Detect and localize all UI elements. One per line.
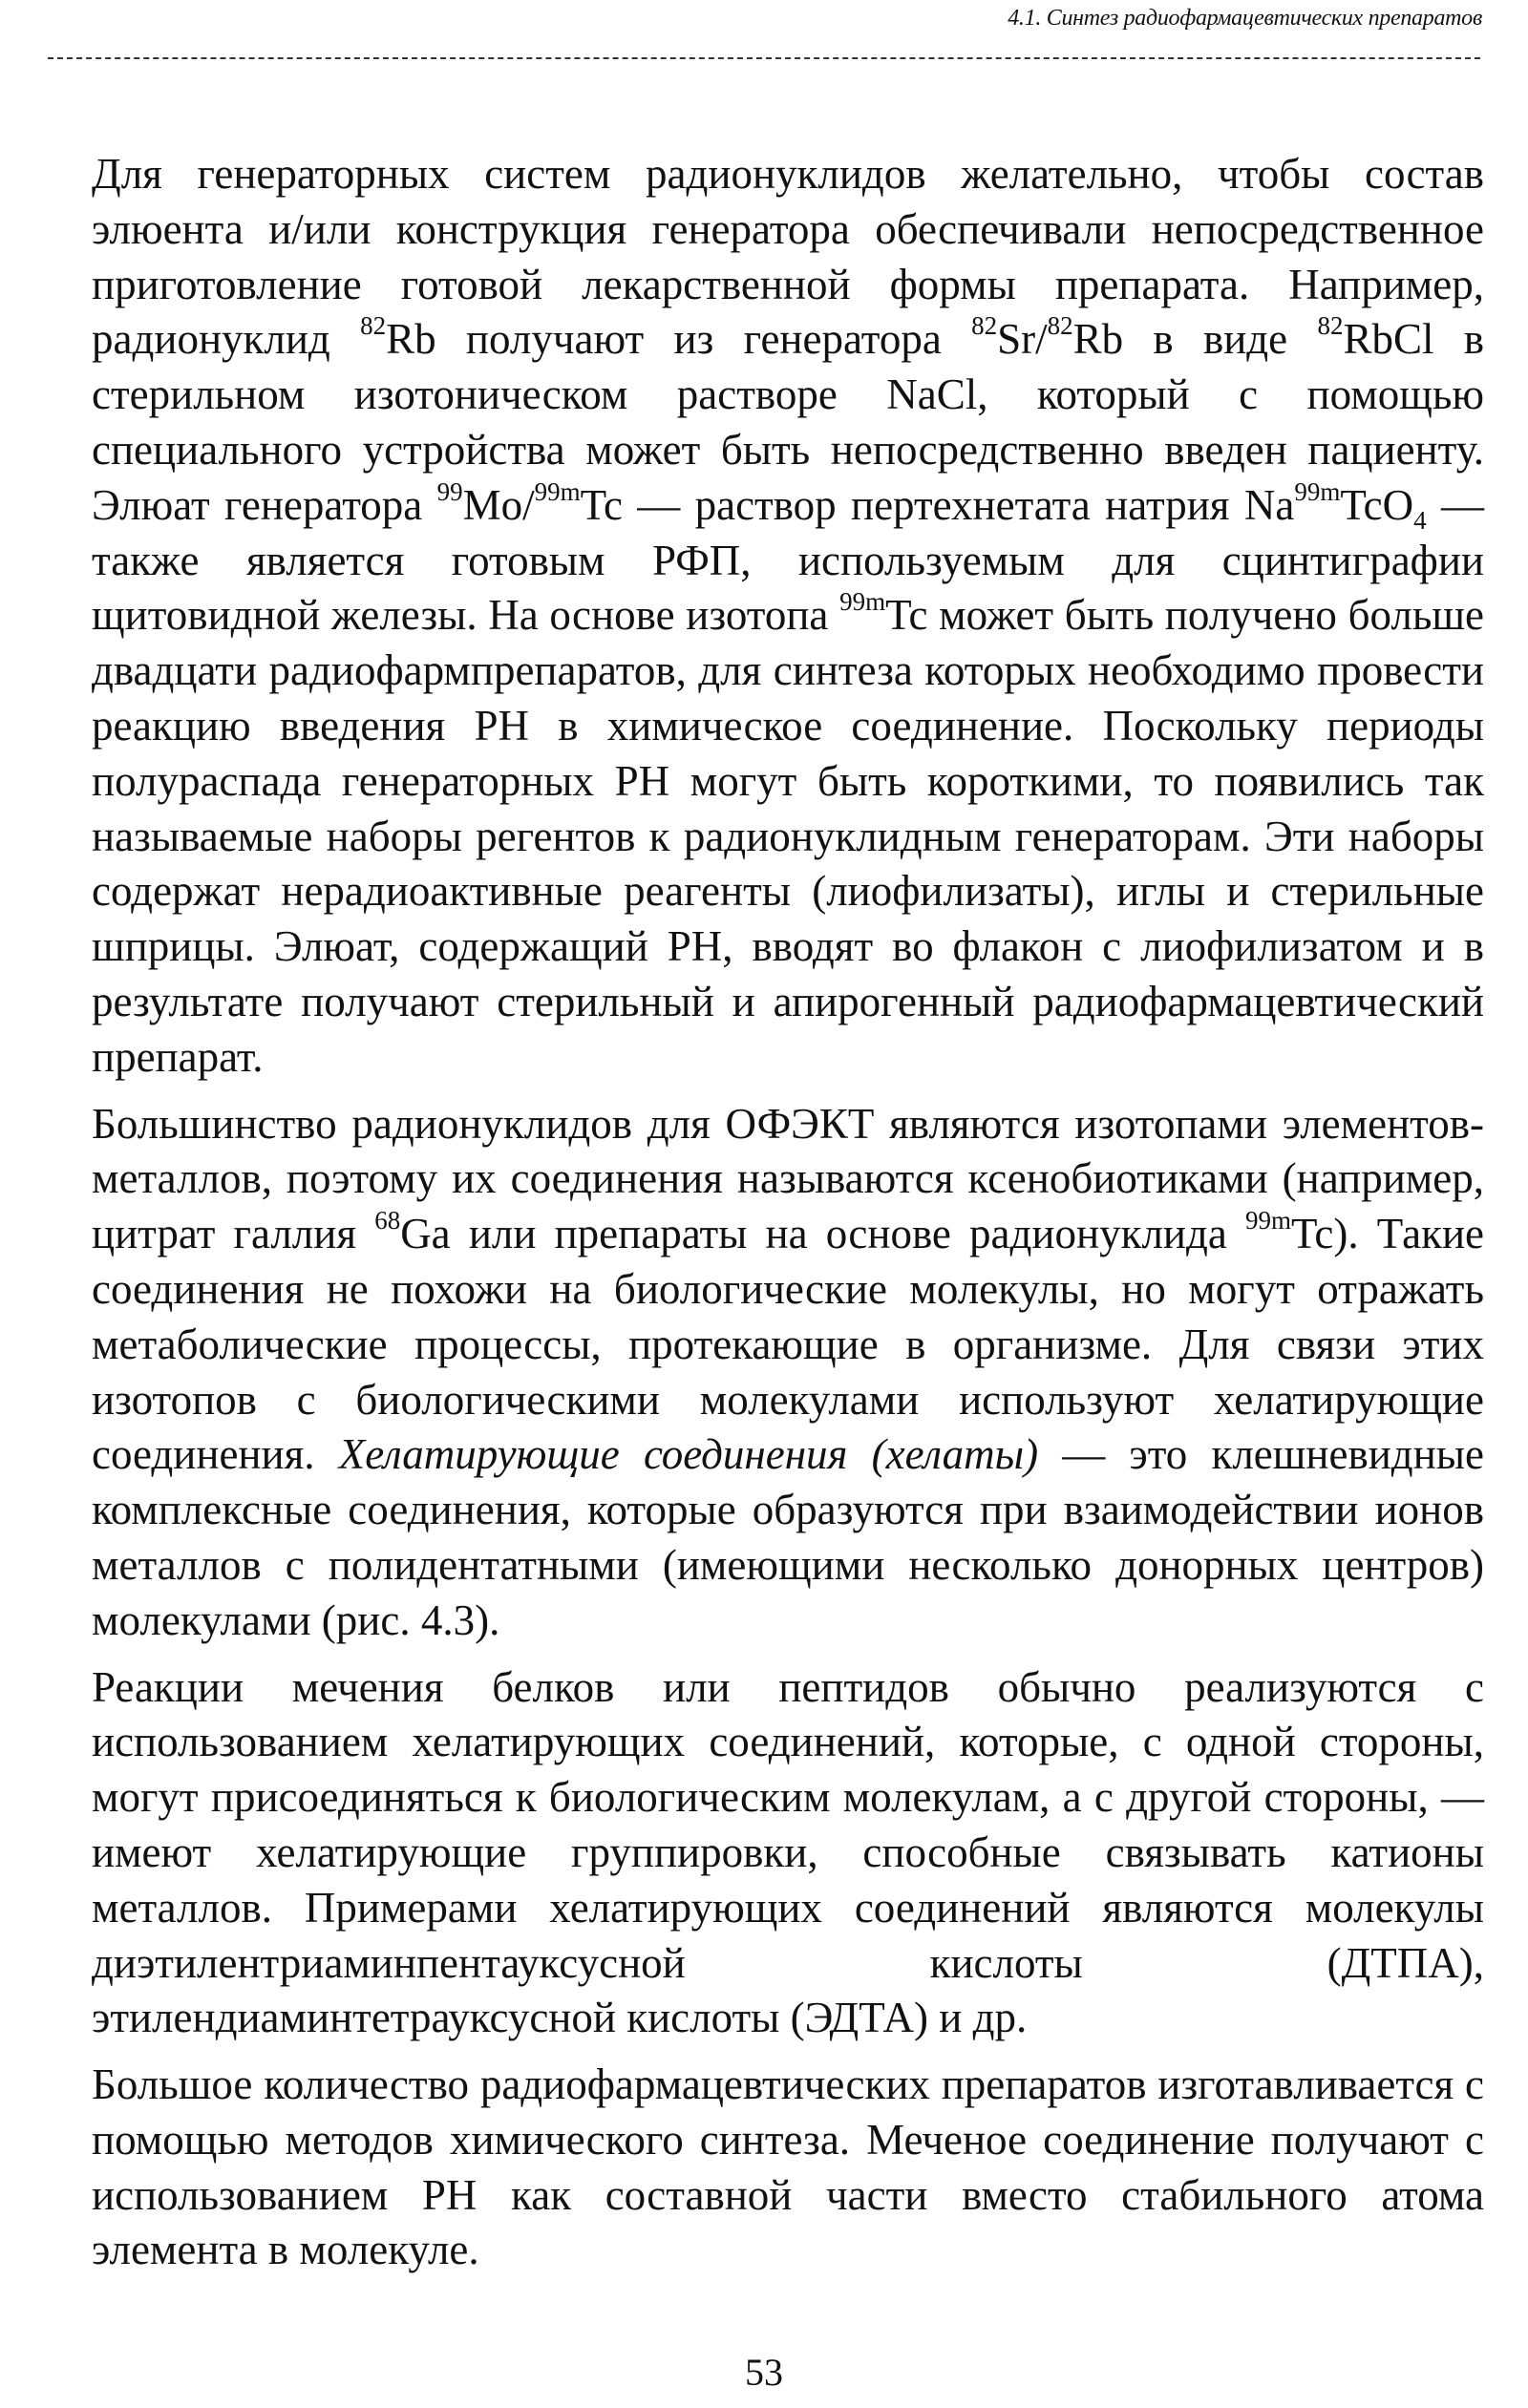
superscript: 99m — [1245, 1206, 1292, 1236]
text-run: — это клешневидные комплексные соединения, которые образуются при взаимодействии ионов металлов с полидентатными (имеющими несколько донорных центров) молекулами (рис. 4.3). — [92, 1430, 1484, 1644]
superscript: 82 — [971, 311, 998, 341]
page-number: 53 — [745, 2351, 783, 2394]
superscript: 99m — [1294, 476, 1341, 506]
text-run: Mo/ — [462, 480, 535, 529]
text-run: TcO — [1340, 480, 1414, 529]
superscript: 82 — [1317, 311, 1344, 341]
text-run: Rb получают из генератора — [386, 315, 972, 364]
subscript: 4 — [1413, 505, 1427, 535]
text-run: Tc может быть получено больше двадцати радиофармпрепаратов, для синтеза которых необходимо провести реакцию введения РН в химическое соединение. Поскольку периоды полураспада генераторных РН могут быть короткими, то появились так называемые наборы регентов к радионуклидным генераторам. Эти наборы содержат нерадиоактивные реагенты (лиофилизаты), иглы и стерильные шприцы. Элюат, содержащий РН, вводят во флакон с лиофилизатом и в результате получают стерильный и апирогенный радиофармацевтический препарат. — [92, 591, 1485, 1081]
text-run: Sr/ — [997, 315, 1048, 364]
text-run: Rb в виде — [1072, 315, 1318, 364]
text-run: Реакции мечения белков или пептидов обычно реализуются с использованием хелатирующих соединений, которые, с одной стороны, могут присоединяться к биологическим молекулам, а с другой стороны, — имеют хелатирующие группировки, способные связывать катионы металлов. Примерами хелатирующих соединений являются молекулы диэтилентриаминпентауксусной кислоты (ДТПА), этилендиаминтетрауксусной кислоты (ЭДТА) и др. — [92, 1662, 1484, 2042]
text-run: Для генераторных систем радионуклидов желательно, чтобы состав элюента и/или конструкция генератора обеспечивали непосредственное приготовление готовой лекарственной формы препарата. Например, радионуклид — [92, 150, 1484, 364]
text-run: RbCl в стерильном изотоническом растворе NaCl, который с помощью специального устройства может быть непосредственно введен пациенту. Элюат генератора — [92, 315, 1484, 529]
superscript: 68 — [374, 1206, 401, 1236]
text-run: Tc — раствор пертехнетата натрия Na — [580, 480, 1295, 529]
superscript: 99m — [534, 476, 581, 506]
italic-term: Хелатирующие соединения (хелаты) — [338, 1430, 1039, 1479]
superscript: 82 — [360, 311, 387, 341]
header-divider — [48, 57, 1480, 59]
text-run: Ga или препараты на основе радионуклида — [400, 1210, 1246, 1258]
text-run: Большое количество радиофармацевтических препаратов изготавливается с помощью методов химического синтеза. Меченое соединение получают с использованием РН как составной части вместо стабильного атома элемента в молекуле. — [92, 2060, 1484, 2274]
superscript: 99 — [436, 476, 463, 506]
paragraph-3 — [92, 1660, 1484, 2047]
text-run: Большинство радионуклидов для ОФЭКТ являются изотопами элементов-металлов, поэтому их соединения называются ксенобиотиками (например, цитрат галлия — [92, 1099, 1484, 1258]
paragraph-1 — [92, 147, 1484, 1086]
text-body — [92, 147, 1484, 2290]
superscript: 99m — [839, 587, 886, 617]
running-head: 4.1. Синтез радиофармацевтических препаратов — [1008, 6, 1482, 31]
paragraph-2 — [92, 1097, 1484, 1649]
superscript: 82 — [1047, 311, 1073, 341]
text-run: — также является готовым РФП, используемым для сцинтиграфии щитовидной железы. На основе изотопа — [92, 480, 1484, 640]
paragraph-4 — [92, 2058, 1484, 2278]
text-run: Tc). Такие соединения не похожи на биологические молекулы, но могут отражать метаболические процессы, протекающие в организме. Для связи этих изотопов с биологическими молекулами используют хелатирующие соединения. — [92, 1210, 1484, 1479]
